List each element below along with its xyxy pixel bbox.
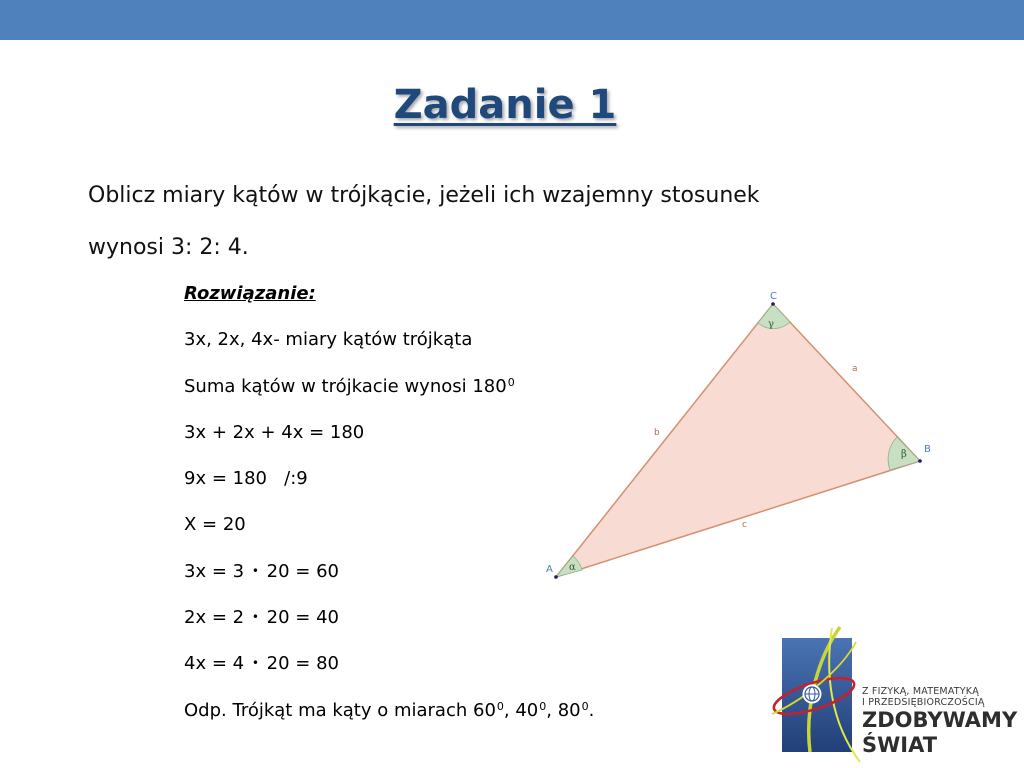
degree-sup: 0	[539, 699, 547, 713]
problem-statement	[88, 170, 948, 274]
vertex-b-point	[918, 459, 922, 463]
triangle-diagram	[530, 280, 950, 590]
vertex-c-label: C	[770, 291, 777, 302]
calc-left: 3x = 3	[184, 560, 245, 582]
answer-line	[184, 697, 704, 743]
degree-sup: 0	[581, 699, 589, 713]
problem-line-2: wynosi 3: 2: 4.	[88, 235, 249, 260]
solution-line-4: 9x = 180 /:9	[184, 468, 308, 490]
slide-title: Zadanie 1	[393, 82, 617, 128]
calc-right: 20 = 60	[266, 560, 339, 582]
side-b-label: b	[654, 428, 660, 438]
answer-text: Odp. Trójkąt ma kąty o miarach 60	[184, 699, 496, 721]
solution-line-3: 3x + 2x + 4x = 180	[184, 421, 365, 443]
multiply-dot: •	[251, 656, 259, 671]
logo-line-1: Z FIZYKĄ, MATEMATYKĄ	[862, 686, 979, 697]
angle-beta-label: β	[901, 449, 907, 460]
solution-heading: Rozwiązanie:	[184, 283, 316, 304]
angle-alpha-label: α	[569, 562, 576, 573]
side-a-label: a	[852, 364, 858, 374]
multiply-dot: •	[251, 563, 259, 578]
vertex-b-label: B	[924, 444, 931, 455]
solution-line-7	[184, 604, 704, 650]
problem-line-1: Oblicz miary kątów w trójkącie, jeżeli ich wzajemny stosunek	[88, 183, 760, 208]
side-c-label: c	[742, 520, 747, 530]
multiply-dot: •	[251, 610, 259, 625]
solution-line-1: 3x, 2x, 4x- miary kątów trójkąta	[184, 329, 473, 351]
logo-line-4: ŚWIAT	[862, 733, 938, 757]
vertex-a-point	[554, 575, 558, 579]
calc-left: 2x = 2	[184, 607, 245, 629]
answer-sep: , 80	[546, 699, 581, 721]
solution-line-8	[184, 650, 704, 696]
calc-left: 4x = 4	[184, 653, 245, 675]
logo-line-2: I PRZEDSIĘBIORCZOŚCIĄ	[862, 697, 985, 708]
degree-sup: 0	[507, 375, 515, 389]
logo-line-3: ZDOBYWAMY	[862, 708, 1018, 732]
answer-end: .	[588, 699, 595, 721]
calc-right: 20 = 80	[266, 653, 339, 675]
degree-sup: 0	[496, 699, 504, 713]
sum-text: Suma kątów w trójkacie wynosi 180	[184, 375, 507, 397]
angle-gamma-label: γ	[768, 319, 774, 330]
triangle-shape	[556, 304, 920, 577]
calc-right: 20 = 40	[266, 607, 339, 629]
vertex-a-label: A	[546, 564, 553, 575]
logo-text	[862, 686, 1017, 758]
solution-line-5: X = 20	[184, 514, 246, 536]
top-bar	[0, 0, 1024, 40]
answer-sep: , 40	[503, 699, 539, 721]
vertex-c-point	[771, 302, 775, 306]
